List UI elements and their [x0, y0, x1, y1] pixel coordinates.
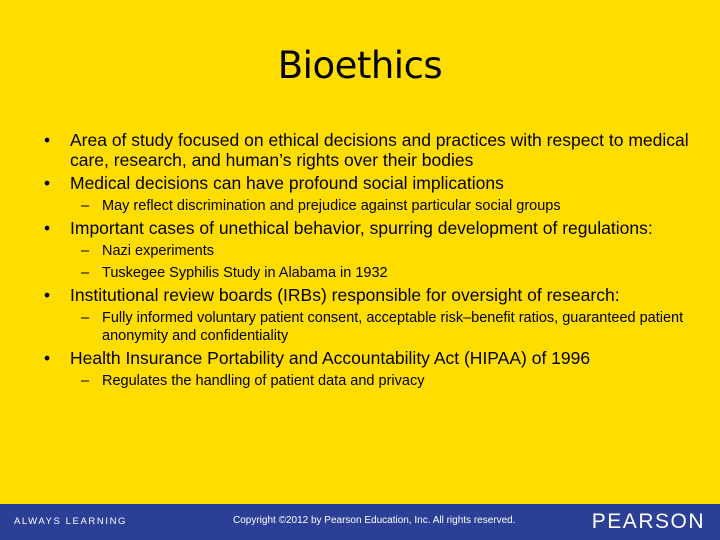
- bullet-text: Institutional review boards (IRBs) responsible for oversight of research:: [70, 285, 620, 305]
- sub-bullet-text: Tuskegee Syphilis Study in Alabama in 1932: [102, 265, 388, 281]
- sub-bullet-item: [44, 197, 694, 215]
- dash-icon: –: [81, 265, 90, 281]
- footer-tagline: ALWAYS LEARNING: [14, 516, 128, 527]
- dash-icon: –: [81, 373, 90, 389]
- bullet-text: Medical decisions can have profound social implications: [70, 173, 504, 193]
- sub-bullet-item: [44, 264, 694, 282]
- bullet-list: [44, 127, 694, 390]
- bullet-item: [44, 173, 694, 193]
- dash-icon: –: [81, 198, 90, 214]
- bullet-item: [44, 218, 694, 238]
- sub-bullet-item: [44, 372, 694, 390]
- sub-bullet-text: May reflect discrimination and prejudice against particular social groups: [102, 198, 561, 214]
- slide-title: Bioethics: [277, 44, 443, 87]
- bullet-icon: •: [44, 218, 51, 238]
- dash-icon: –: [81, 310, 90, 326]
- bullet-icon: •: [44, 285, 51, 305]
- bullet-text: Area of study focused on ethical decisions and practices with respect to medical care, research, and human’s rights over their bodies: [70, 130, 689, 170]
- bullet-text: Important cases of unethical behavior, spurring development of regulations:: [70, 218, 653, 238]
- sub-bullet-item: [44, 309, 694, 345]
- copyright-text: Copyright ©2012 by Pearson Education, Inc. All rights reserved.: [233, 515, 516, 526]
- bullet-icon: •: [44, 173, 51, 193]
- footer-bar: [0, 504, 720, 540]
- sub-bullet-text: Fully informed voluntary patient consent, acceptable risk–benefit ratios, guaranteed patient anonymity and confidentiality: [102, 310, 684, 344]
- bullet-item: [44, 130, 694, 170]
- sub-bullet-item: [44, 242, 694, 260]
- pearson-logo: PEARSON: [591, 510, 705, 533]
- dash-icon: –: [81, 243, 90, 259]
- sub-bullet-text: Nazi experiments: [102, 243, 215, 259]
- bullet-icon: •: [44, 348, 51, 368]
- bullet-text: Health Insurance Portability and Accountability Act (HIPAA) of 1996: [70, 348, 591, 368]
- bullet-item: [44, 348, 694, 368]
- sub-bullet-text: Regulates the handling of patient data and privacy: [102, 373, 425, 389]
- bullet-icon: •: [44, 130, 51, 150]
- bullet-item: [44, 285, 694, 305]
